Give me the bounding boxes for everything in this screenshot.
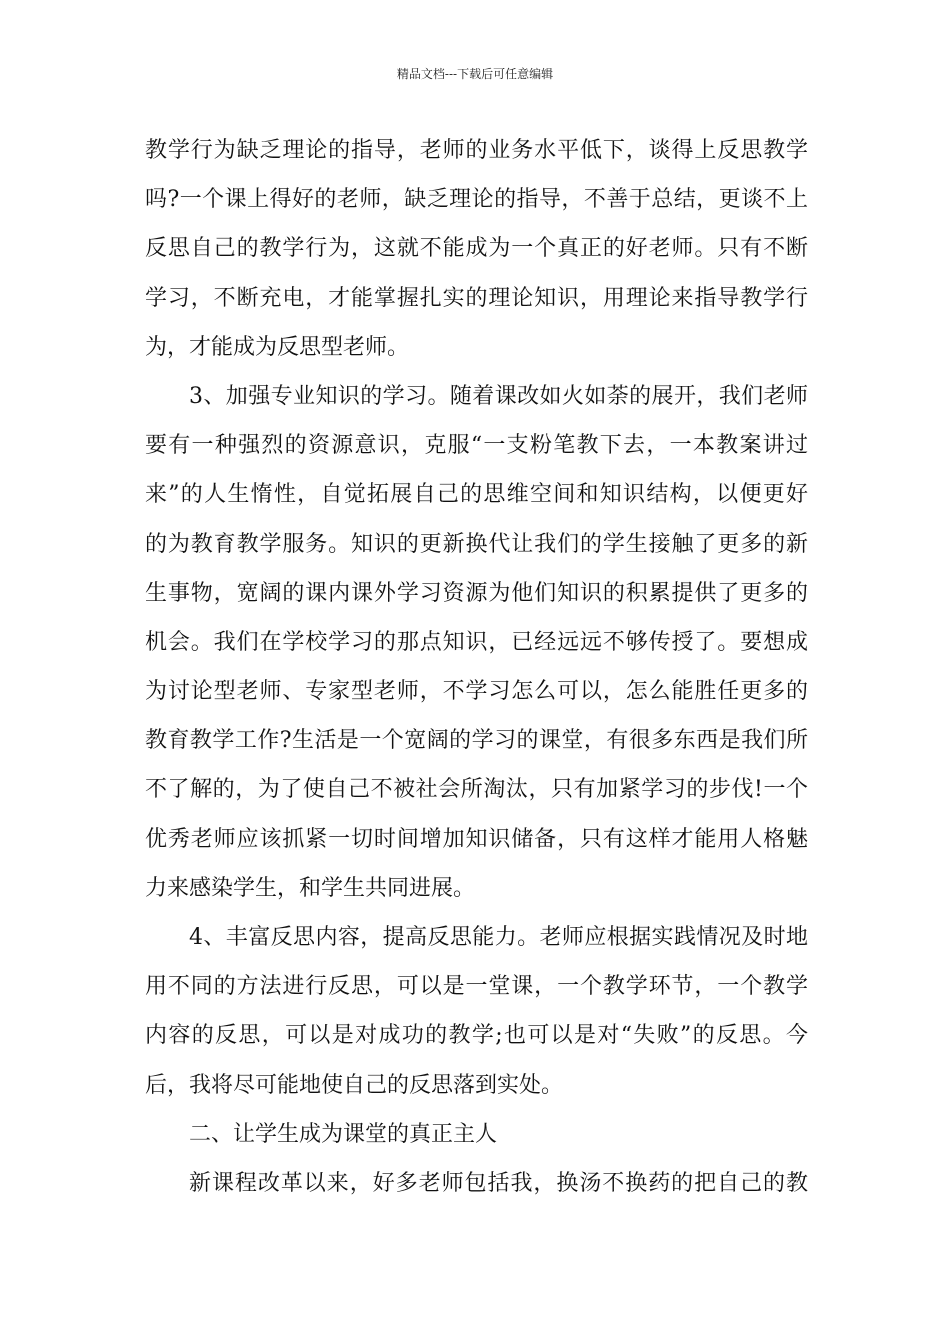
page-header: 精品文档---下载后可任意编辑 (396, 67, 554, 81)
text-line: 用不同的方法进行反思，可以是一堂课，一个教学环节，一个教学 (145, 974, 808, 1000)
text-line: 为讨论型老师、专家型老师，不学习怎么可以，怎么能胜任更多的 (145, 679, 808, 705)
text-line: 力来感染学生，和学生共同进展。 (145, 875, 476, 901)
document-body (145, 126, 808, 1208)
paragraph-start-line: 新课程改革以来，好多老师包括我，换汤不换药的把自己的教 (189, 1170, 808, 1196)
text-line: 教学行为缺乏理论的指导，老师的业务水平低下，谈得上反思教学 (145, 138, 808, 163)
text-line: 学习，不断充电，才能掌握扎实的理论知识，用理论来指导教学行 (145, 285, 808, 311)
text-line: 反思自己的教学行为，这就不能成为一个真正的好老师。只有不断 (145, 236, 808, 262)
text-line: 不了解的，为了使自己不被社会所淘汰，只有加紧学习的步伐!一个 (145, 777, 808, 803)
paragraph-start-line: 3、加强专业知识的学习。随着课改如火如荼的展开，我们老师 (189, 383, 808, 409)
text-line: 要有一种强烈的资源意识，克服“一支粉笔教下去，一本教案讲过 (145, 433, 808, 459)
paragraph-start-line: 4、丰富反思内容，提高反思能力。老师应根据实践情况及时地 (189, 925, 808, 950)
text-line: 内容的反思，可以是对成功的教学;也可以是对“失败”的反思。今 (145, 1023, 808, 1049)
text-line: 优秀老师应该抓紧一切时间增加知识储备，只有这样才能用人格魅 (145, 826, 808, 852)
text-line: 后，我将尽可能地使自己的反思落到实处。 (145, 1072, 564, 1098)
text-line: 机会。我们在学校学习的那点知识，已经远远不够传授了。要想成 (145, 629, 808, 655)
text-line: 教育教学工作?生活是一个宽阔的学习的课堂，有很多东西是我们所 (145, 728, 808, 754)
text-line: 来”的人生惰性，自觉拓展自己的思维空间和知识结构，以便更好 (145, 482, 808, 508)
text-line: 为，才能成为反思型老师。 (145, 334, 410, 360)
text-line: 生事物，宽阔的课内课外学习资源为他们知识的积累提供了更多的 (145, 580, 808, 606)
text-line: 吗?一个课上得好的老师，缺乏理论的指导，不善于总结，更谈不上 (145, 187, 808, 213)
text-line: 的为教育教学服务。知识的更新换代让我们的学生接触了更多的新 (145, 531, 808, 557)
section-heading: 二、让学生成为课堂的真正主人 (189, 1121, 498, 1147)
